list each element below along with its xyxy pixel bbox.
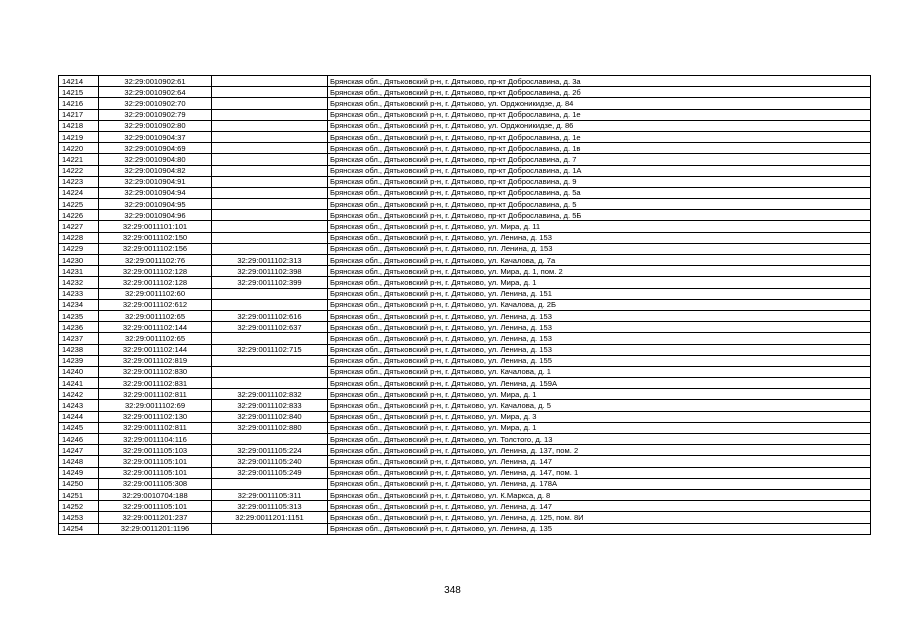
table-row [59,210,871,221]
address-cell: Брянская обл., Дятьковский р-н, г. Дятьково, пр-кт Доброславина, д. 1е [328,109,871,120]
address-cell: Брянская обл., Дятьковский р-н, г. Дятьково, ул. Ленина, д. 147, пом. 1 [328,467,871,478]
cadastral-number-cell: 32:29:0011102:130 [99,411,212,422]
row-number-cell: 14249 [59,467,99,478]
row-number-cell: 14244 [59,411,99,422]
address-cell: Брянская обл., Дятьковский р-н, г. Дятьково, ул. Орджоникидзе, д. 86 [328,120,871,131]
address-cell: Брянская обл., Дятьковский р-н, г. Дятьково, пр-кт Доброславина, д. 5а [328,187,871,198]
row-number-cell: 14235 [59,310,99,321]
address-cell: Брянская обл., Дятьковский р-н, г. Дятьково, ул. Ленина, д. 153 [328,232,871,243]
linked-cadastral-cell: 32:29:0011102:715 [212,344,328,355]
linked-cadastral-cell [212,131,328,142]
linked-cadastral-cell [212,366,328,377]
cadastral-number-cell: 32:29:0011102:819 [99,355,212,366]
linked-cadastral-cell: 32:29:0011102:313 [212,255,328,266]
linked-cadastral-cell: 32:29:0011105:311 [212,489,328,500]
table-row [59,400,871,411]
address-cell: Брянская обл., Дятьковский р-н, г. Дятьково, пр-кт Доброславина, д. 1в [328,143,871,154]
cadastral-number-cell: 32:29:0010902:80 [99,120,212,131]
row-number-cell: 14226 [59,210,99,221]
linked-cadastral-cell: 32:29:0011105:224 [212,445,328,456]
row-number-cell: 14234 [59,299,99,310]
row-number-cell: 14246 [59,434,99,445]
linked-cadastral-cell: 32:29:0011102:398 [212,266,328,277]
table-row [59,366,871,377]
linked-cadastral-cell [212,98,328,109]
table-row [59,512,871,523]
row-number-cell: 14241 [59,378,99,389]
row-number-cell: 14253 [59,512,99,523]
row-number-cell: 14240 [59,366,99,377]
table-row [59,176,871,187]
address-cell: Брянская обл., Дятьковский р-н, г. Дятьково, ул. Ленина, д. 137, пом. 2 [328,445,871,456]
address-cell: Брянская обл., Дятьковский р-н, г. Дятьково, ул. Мира, д. 1 [328,277,871,288]
document-table [58,75,871,535]
address-cell: Брянская обл., Дятьковский р-н, г. Дятьково, ул. Ленина, д. 153 [328,344,871,355]
linked-cadastral-cell [212,87,328,98]
linked-cadastral-cell [212,187,328,198]
row-number-cell: 14248 [59,456,99,467]
linked-cadastral-cell [212,176,328,187]
cadastral-number-cell: 32:29:0011201:1196 [99,523,212,534]
row-number-cell: 14242 [59,389,99,400]
table-row [59,131,871,142]
linked-cadastral-cell: 32:29:0011102:832 [212,389,328,400]
address-cell: Брянская обл., Дятьковский р-н, г. Дятьково, ул. Ленина, д. 178А [328,478,871,489]
cadastral-number-cell: 32:29:0010704:188 [99,489,212,500]
linked-cadastral-cell: 32:29:0011105:240 [212,456,328,467]
cadastral-number-cell: 32:29:0011102:128 [99,266,212,277]
table-row [59,523,871,534]
row-number-cell: 14219 [59,131,99,142]
cadastral-number-cell: 32:29:0010904:95 [99,199,212,210]
table-row [59,98,871,109]
cadastral-number-cell: 32:29:0010904:91 [99,176,212,187]
cadastral-number-cell: 32:29:0011105:101 [99,467,212,478]
table-row [59,199,871,210]
cadastral-number-cell: 32:29:0011102:830 [99,366,212,377]
address-cell: Брянская обл., Дятьковский р-н, г. Дятьково, ул. Орджоникидзе, д. 84 [328,98,871,109]
linked-cadastral-cell [212,434,328,445]
row-number-cell: 14251 [59,489,99,500]
address-cell: Брянская обл., Дятьковский р-н, г. Дятьково, ул. Ленина, д. 151 [328,288,871,299]
address-cell: Брянская обл., Дятьковский р-н, г. Дятьково, пр-кт Доброславина, д. 2б [328,87,871,98]
address-cell: Брянская обл., Дятьковский р-н, г. Дятьково, ул. Толстого, д. 13 [328,434,871,445]
page-number: 348 [444,585,461,596]
cadastral-number-cell: 32:29:0011102:60 [99,288,212,299]
cadastral-number-cell: 32:29:0011102:811 [99,389,212,400]
table-row [59,232,871,243]
address-cell: Брянская обл., Дятьковский р-н, г. Дятьково, ул. Ленина, д. 125, пом. 8И [328,512,871,523]
linked-cadastral-cell [212,154,328,165]
linked-cadastral-cell [212,523,328,534]
linked-cadastral-cell [212,355,328,366]
address-cell: Брянская обл., Дятьковский р-н, г. Дятьково, пр-кт Доброславина, д. 1А [328,165,871,176]
row-number-cell: 14227 [59,221,99,232]
row-number-cell: 14231 [59,266,99,277]
address-cell: Брянская обл., Дятьковский р-н, г. Дятьково, пр-кт Доброславина, д. 7 [328,154,871,165]
table-row [59,355,871,366]
linked-cadastral-cell [212,120,328,131]
row-number-cell: 14247 [59,445,99,456]
row-number-cell: 14222 [59,165,99,176]
cadastral-number-cell: 32:29:0011102:144 [99,344,212,355]
cadastral-number-cell: 32:29:0010902:61 [99,76,212,87]
linked-cadastral-cell [212,199,328,210]
address-cell: Брянская обл., Дятьковский р-н, г. Дятьково, ул. Ленина, д. 147 [328,456,871,467]
row-number-cell: 14225 [59,199,99,210]
address-cell: Брянская обл., Дятьковский р-н, г. Дятьково, ул. Ленина, д. 153 [328,310,871,321]
cadastral-number-cell: 32:29:0011102:612 [99,299,212,310]
linked-cadastral-cell [212,210,328,221]
table-row [59,378,871,389]
linked-cadastral-cell: 32:29:0011102:840 [212,411,328,422]
address-cell: Брянская обл., Дятьковский р-н, г. Дятьково, ул. Качалова, д. 1 [328,366,871,377]
linked-cadastral-cell: 32:29:0011102:880 [212,422,328,433]
row-number-cell: 14228 [59,232,99,243]
cadastral-number-cell: 32:29:0011102:65 [99,310,212,321]
cadastral-number-cell: 32:29:0010904:96 [99,210,212,221]
table-row [59,165,871,176]
cadastral-number-cell: 32:29:0010904:80 [99,154,212,165]
cadastral-number-cell: 32:29:0010904:69 [99,143,212,154]
row-number-cell: 14237 [59,333,99,344]
table-row [59,467,871,478]
row-number-cell: 14239 [59,355,99,366]
row-number-cell: 14238 [59,344,99,355]
cadastral-number-cell: 32:29:0011105:103 [99,445,212,456]
cadastral-number-cell: 32:29:0011105:101 [99,501,212,512]
table-row [59,255,871,266]
cadastral-number-cell: 32:29:0011102:831 [99,378,212,389]
linked-cadastral-cell: 32:29:0011102:399 [212,277,328,288]
row-number-cell: 14252 [59,501,99,512]
linked-cadastral-cell: 32:29:0011105:249 [212,467,328,478]
linked-cadastral-cell: 32:29:0011102:833 [212,400,328,411]
address-cell: Брянская обл., Дятьковский р-н, г. Дятьково, пр-кт Доброславина, д. 5 [328,199,871,210]
table-row [59,434,871,445]
address-cell: Брянская обл., Дятьковский р-н, г. Дятьково, пр-кт Доброславина, д. 5Б [328,210,871,221]
cadastral-number-cell: 32:29:0011102:76 [99,255,212,266]
table-row [59,187,871,198]
address-cell: Брянская обл., Дятьковский р-н, г. Дятьково, ул. Ленина, д. 153 [328,322,871,333]
address-cell: Брянская обл., Дятьковский р-н, г. Дятьково, ул. Ленина, д. 153 [328,333,871,344]
row-number-cell: 14236 [59,322,99,333]
cadastral-number-cell: 32:29:0011102:156 [99,243,212,254]
table-row [59,143,871,154]
address-cell: Брянская обл., Дятьковский р-н, г. Дятьково, ул. Ленина, д. 155 [328,355,871,366]
linked-cadastral-cell [212,333,328,344]
address-cell: Брянская обл., Дятьковский р-н, г. Дятьково, ул. Качалова, д. 7а [328,255,871,266]
row-number-cell: 14232 [59,277,99,288]
cadastral-number-cell: 32:29:0011102:144 [99,322,212,333]
linked-cadastral-cell [212,109,328,120]
address-cell: Брянская обл., Дятьковский р-н, г. Дятьково, ул. Мира, д. 11 [328,221,871,232]
table-row [59,288,871,299]
row-number-cell: 14218 [59,120,99,131]
row-number-cell: 14245 [59,422,99,433]
table-body [59,76,871,535]
linked-cadastral-cell: 32:29:0011105:313 [212,501,328,512]
linked-cadastral-cell [212,478,328,489]
address-cell: Брянская обл., Дятьковский р-н, г. Дятьково, пр-кт Доброславина, д. 3а [328,76,871,87]
linked-cadastral-cell [212,143,328,154]
table-row [59,120,871,131]
cadastral-number-cell: 32:29:0010902:64 [99,87,212,98]
linked-cadastral-cell [212,243,328,254]
cadastral-number-cell: 32:29:0011102:69 [99,400,212,411]
linked-cadastral-cell [212,232,328,243]
cadastral-number-cell: 32:29:0011102:128 [99,277,212,288]
table-row [59,87,871,98]
address-cell: Брянская обл., Дятьковский р-н, г. Дятьково, ул. Мира, д. 3 [328,411,871,422]
cadastral-number-cell: 32:29:0010902:79 [99,109,212,120]
table-row [59,221,871,232]
row-number-cell: 14230 [59,255,99,266]
table-row [59,411,871,422]
table-row [59,456,871,467]
address-cell: Брянская обл., Дятьковский р-н, г. Дятьково, пр-кт Доброславина, д. 9 [328,176,871,187]
row-number-cell: 14221 [59,154,99,165]
row-number-cell: 14254 [59,523,99,534]
cadastral-number-cell: 32:29:0010904:82 [99,165,212,176]
table-row [59,501,871,512]
linked-cadastral-cell: 32:29:0011102:637 [212,322,328,333]
row-number-cell: 14243 [59,400,99,411]
table-row [59,243,871,254]
cadastral-number-cell: 32:29:0010904:37 [99,131,212,142]
cadastral-number-cell: 32:29:0011102:150 [99,232,212,243]
cadastral-number-cell: 32:29:0011102:65 [99,333,212,344]
table-row [59,266,871,277]
cadastral-number-cell: 32:29:0011201:237 [99,512,212,523]
address-cell: Брянская обл., Дятьковский р-н, г. Дятьково, ул. Качалова, д. 5 [328,400,871,411]
address-cell: Брянская обл., Дятьковский р-н, г. Дятьково, ул. Ленина, д. 135 [328,523,871,534]
table-row [59,76,871,87]
cadastral-number-cell: 32:29:0011102:811 [99,422,212,433]
linked-cadastral-cell [212,221,328,232]
table-row [59,299,871,310]
address-cell: Брянская обл., Дятьковский р-н, г. Дятьково, ул. Мира, д. 1 [328,422,871,433]
table-row [59,478,871,489]
row-number-cell: 14223 [59,176,99,187]
linked-cadastral-cell [212,76,328,87]
cadastral-number-cell: 32:29:0010904:94 [99,187,212,198]
table-row [59,109,871,120]
linked-cadastral-cell: 32:29:0011201:1151 [212,512,328,523]
table-row [59,333,871,344]
row-number-cell: 14224 [59,187,99,198]
address-cell: Брянская обл., Дятьковский р-н, г. Дятьково, ул. Ленина, д. 159А [328,378,871,389]
linked-cadastral-cell [212,299,328,310]
address-cell: Брянская обл., Дятьковский р-н, г. Дятьково, ул. К.Маркса, д. 8 [328,489,871,500]
row-number-cell: 14229 [59,243,99,254]
address-cell: Брянская обл., Дятьковский р-н, г. Дятьково, ул. Качалова, д. 2Б [328,299,871,310]
linked-cadastral-cell: 32:29:0011102:616 [212,310,328,321]
linked-cadastral-cell [212,288,328,299]
row-number-cell: 14214 [59,76,99,87]
address-cell: Брянская обл., Дятьковский р-н, г. Дятьково, пр-кт Доброславина, д. 1е [328,131,871,142]
row-number-cell: 14216 [59,98,99,109]
table-row [59,389,871,400]
cadastral-number-cell: 32:29:0011105:101 [99,456,212,467]
table-row [59,277,871,288]
row-number-cell: 14217 [59,109,99,120]
table-row [59,310,871,321]
table-row [59,154,871,165]
cadastral-number-cell: 32:29:0011105:308 [99,478,212,489]
table-row [59,322,871,333]
cadastral-number-cell: 32:29:0011104:116 [99,434,212,445]
row-number-cell: 14220 [59,143,99,154]
linked-cadastral-cell [212,378,328,389]
cadastral-number-cell: 32:29:0011101:101 [99,221,212,232]
linked-cadastral-cell [212,165,328,176]
row-number-cell: 14233 [59,288,99,299]
table-row [59,445,871,456]
address-cell: Брянская обл., Дятьковский р-н, г. Дятьково, ул. Мира, д. 1, пом. 2 [328,266,871,277]
table-row [59,422,871,433]
address-cell: Брянская обл., Дятьковский р-н, г. Дятьково, ул. Мира, д. 1 [328,389,871,400]
row-number-cell: 14250 [59,478,99,489]
cadastral-number-cell: 32:29:0010902:70 [99,98,212,109]
row-number-cell: 14215 [59,87,99,98]
address-cell: Брянская обл., Дятьковский р-н, г. Дятьково, ул. Ленина, д. 147 [328,501,871,512]
table-row [59,344,871,355]
address-cell: Брянская обл., Дятьковский р-н, г. Дятьково, пл. Ленина, д. 153 [328,243,871,254]
table-row [59,489,871,500]
